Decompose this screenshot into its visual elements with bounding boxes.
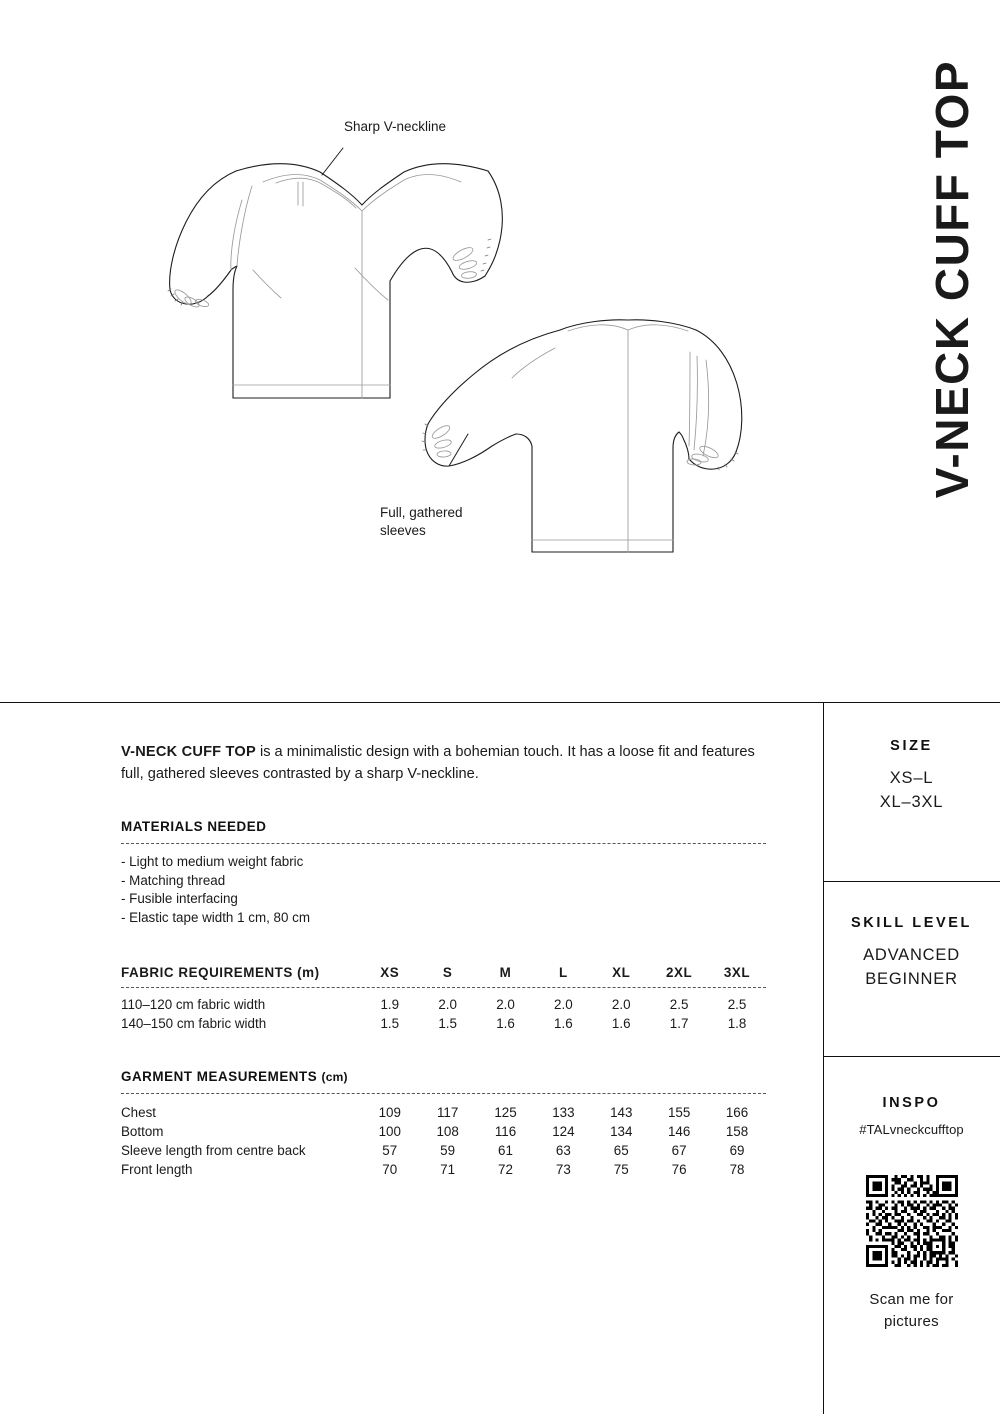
garment-cell: 75 <box>613 1162 629 1178</box>
garment-cell: 117 <box>436 1105 459 1121</box>
col-header-m: M <box>499 965 512 981</box>
fabric-cell: 1.8 <box>727 1016 747 1032</box>
col-header-xl: XL <box>612 965 631 981</box>
fabric-cell: 1.9 <box>380 997 400 1013</box>
inspo-hashtag: #TALvneckcufftop <box>859 1122 964 1137</box>
garment-measurements-heading-text: GARMENT MEASUREMENTS <box>121 1069 318 1085</box>
front-view-flat <box>170 148 503 398</box>
list-item: - Elastic tape width 1 cm, 80 cm <box>121 909 311 925</box>
list-item: - Matching thread <box>121 872 226 888</box>
fabric-cell: 2.0 <box>554 997 573 1013</box>
garment-cell: 76 <box>671 1162 687 1178</box>
garment-cell: 59 <box>440 1143 456 1159</box>
garment-cell: 100 <box>378 1124 401 1140</box>
back-view-flat <box>425 320 742 552</box>
materials-needed-section <box>121 819 766 927</box>
garment-cell: 73 <box>555 1162 571 1178</box>
back-view-detail-lines <box>430 325 719 552</box>
col-header-xs: XS <box>380 965 400 981</box>
garment-cell: 67 <box>671 1143 687 1159</box>
fabric-requirements-heading <box>121 963 361 983</box>
inspo-title: INSPO <box>882 1095 941 1111</box>
garment-cell: 70 <box>382 1162 398 1178</box>
garment-row-label: Sleeve length from centre back <box>121 1143 306 1159</box>
qr-code[interactable] <box>866 1175 958 1267</box>
sidebar-divider-size-skill <box>823 881 1000 882</box>
garment-cell: 78 <box>729 1162 745 1178</box>
fabric-cell: 2.0 <box>496 997 515 1013</box>
garment-cell: 155 <box>667 1105 691 1121</box>
garment-measurements-section <box>121 1069 766 1179</box>
pattern-title-text: V-NECK CUFF TOP <box>926 60 978 499</box>
sidebar-panel-size <box>823 738 1000 815</box>
sidebar-panel-skill-level <box>823 915 1000 992</box>
table-row <box>121 1160 766 1179</box>
fabric-cell: 1.6 <box>611 1016 631 1032</box>
garment-cell: 116 <box>494 1124 517 1140</box>
garment-cell: 63 <box>555 1143 571 1159</box>
fabric-cell: 1.5 <box>438 1016 457 1032</box>
table-row <box>121 1014 766 1033</box>
scan-instruction <box>823 1289 1000 1333</box>
sidebar-panel-inspo <box>823 1095 1000 1333</box>
skill-level-line1: ADVANCED <box>863 946 960 964</box>
col-header-3xl: 3XL <box>723 965 751 981</box>
table-header-row <box>121 963 766 983</box>
fabric-requirements-heading-text: FABRIC REQUIREMENTS <box>121 965 293 981</box>
garment-cell: 158 <box>725 1124 749 1140</box>
size-panel-title: SIZE <box>890 738 933 754</box>
size-range-extended: XL–3XL <box>879 792 944 811</box>
fabric-requirements-unit: (m) <box>297 965 320 981</box>
qr-code-icon[interactable] <box>866 1175 958 1267</box>
table-row <box>121 995 766 1014</box>
garment-cell: 134 <box>610 1124 633 1140</box>
fabric-cell: 1.6 <box>554 1016 573 1032</box>
list-item: - Fusible interfacing <box>121 891 238 907</box>
technical-drawing-area <box>0 0 840 700</box>
header-divider-rule <box>0 702 1000 703</box>
pattern-description <box>121 742 766 785</box>
fabric-requirements-section <box>121 963 766 1033</box>
fabric-row-label: 140–150 cm fabric width <box>121 1016 267 1032</box>
materials-list <box>121 853 766 927</box>
garment-row-label: Chest <box>121 1105 156 1121</box>
callout-sleeves-label-line2: sleeves <box>380 523 426 539</box>
pattern-description-bold-name: V-NECK CUFF TOP <box>121 744 256 760</box>
fabric-cell: 2.5 <box>669 997 689 1013</box>
garment-cell: 71 <box>440 1162 456 1178</box>
pattern-description-body: is a minimalistic design with a bohemian touch. It has a loose fit and features full, gathered sleeves contrasted by a sharp V-neckline. <box>121 744 755 782</box>
garment-row-label: Front length <box>121 1162 193 1178</box>
skill-level-line2: BEGINNER <box>865 969 958 988</box>
col-header-s: S <box>442 965 453 981</box>
garment-cell: 146 <box>667 1124 691 1140</box>
fabric-cell: 1.5 <box>380 1016 400 1032</box>
garment-cell: 61 <box>498 1143 513 1159</box>
callout-full-gathered-sleeves <box>380 504 463 540</box>
fabric-table-dashed-rule-row <box>121 983 766 995</box>
scan-instruction-line1: Scan me for <box>869 1291 954 1308</box>
callout-sharp-v-neckline <box>344 118 446 136</box>
main-content-column <box>121 742 766 1179</box>
fabric-cell: 2.0 <box>438 997 457 1013</box>
garment-cell: 72 <box>498 1162 513 1178</box>
callout-neckline-label: Sharp V-neckline <box>344 119 447 134</box>
materials-needed-heading: MATERIALS NEEDED <box>121 819 267 835</box>
pattern-title-vertical <box>922 60 982 580</box>
garment-row-label: Bottom <box>121 1124 164 1140</box>
fabric-cell: 1.6 <box>496 1016 515 1032</box>
garment-measurements-table <box>121 1103 766 1179</box>
sidebar-divider-skill-inspo <box>823 1056 1000 1057</box>
fabric-table-dashed-rule-cell <box>121 983 766 995</box>
garment-measurements-heading <box>121 1069 766 1084</box>
front-cuff-gather-ticks <box>168 239 491 305</box>
garment-measurements-unit: (cm) <box>321 1070 348 1085</box>
garment-cell: 108 <box>436 1124 459 1140</box>
garment-flats-illustration <box>0 0 840 700</box>
table-row <box>121 1141 766 1160</box>
list-item: - Light to medium weight fabric <box>121 854 304 870</box>
garment-cell: 166 <box>725 1105 749 1121</box>
skill-level-title: SKILL LEVEL <box>851 915 972 931</box>
table-row <box>121 1122 766 1141</box>
back-cuff-gather-ticks <box>422 424 738 470</box>
scan-instruction-line2: pictures <box>884 1312 939 1330</box>
fabric-cell: 2.5 <box>727 997 747 1013</box>
fabric-dashed-rule <box>121 987 766 988</box>
garment-cell: 143 <box>610 1105 633 1121</box>
fabric-row-label: 110–120 cm fabric width <box>121 997 266 1013</box>
garment-cell: 124 <box>552 1124 575 1140</box>
col-header-l: L <box>559 965 568 981</box>
garment-cell: 57 <box>382 1143 398 1159</box>
garment-cell: 109 <box>378 1105 401 1121</box>
fabric-cell: 2.0 <box>611 997 631 1013</box>
garment-cell: 65 <box>613 1143 629 1159</box>
garment-cell: 125 <box>494 1105 517 1121</box>
fabric-requirements-table <box>121 963 766 1033</box>
garment-cell: 133 <box>552 1105 575 1121</box>
size-range-primary: XS–L <box>889 769 934 787</box>
garment-dashed-rule <box>121 1093 766 1094</box>
callout-sleeves-label-line1: Full, gathered <box>380 505 463 520</box>
materials-dashed-rule <box>121 843 766 844</box>
garment-cell: 69 <box>729 1143 745 1159</box>
fabric-cell: 1.7 <box>669 1016 689 1032</box>
col-header-2xl: 2XL <box>665 965 693 981</box>
table-row <box>121 1103 766 1122</box>
